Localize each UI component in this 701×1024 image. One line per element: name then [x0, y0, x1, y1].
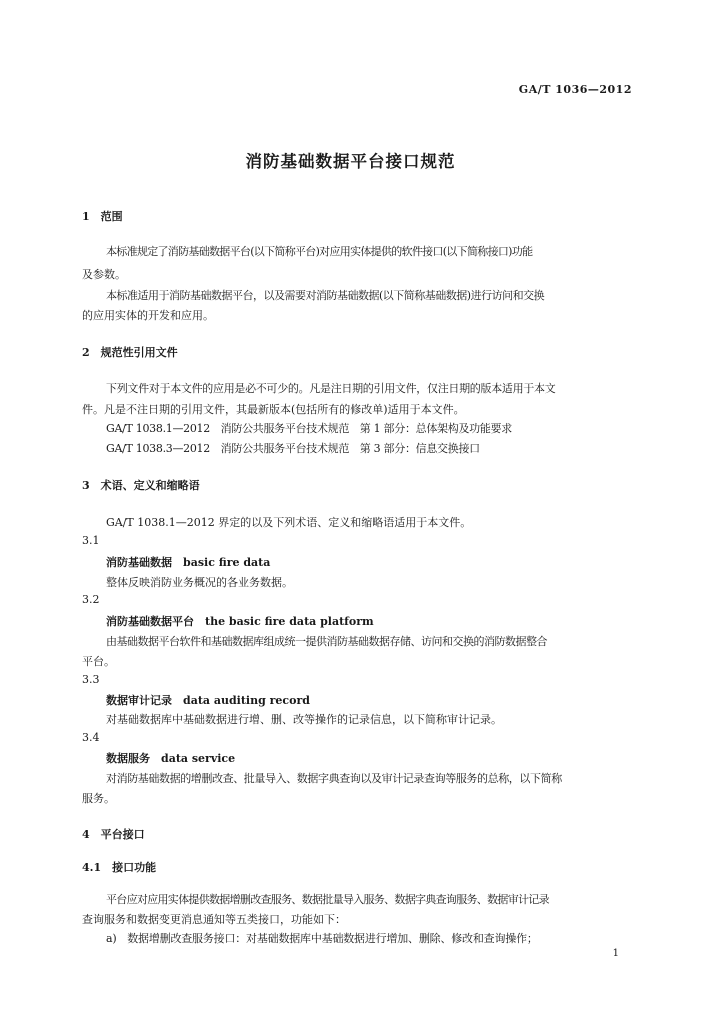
page-number: 1 [612, 948, 619, 959]
section-4-1-para-line-1: 平台应对应用实体提供数据增删改查服务、数据批量导入服务、数据字典查询服务、数据审计记录 [106, 893, 549, 906]
term-definition: 对消防基础数据的增删改查、批量导入、数据字典查询以及审计记录查询等服务的总称，以下简称 [106, 772, 562, 785]
term-definition-cont: 服务。 [82, 792, 115, 805]
term-definition: 对基础数据库中基础数据进行增、删、改等操作的记录信息，以下简称审计记录。 [106, 713, 502, 726]
section-4-1-para-line-2: 查询服务和数据变更消息通知等五类接口，功能如下： [82, 913, 346, 926]
term-name: 消防基础数据 basic fire data [106, 556, 271, 569]
term-definition: 由基础数据平台软件和基础数据库组成统一提供消防基础数据存储、访问和交换的消防数据整合 [106, 635, 547, 648]
term-name: 消防基础数据平台 the basic fire data platform [106, 615, 374, 628]
standard-number: GA/T 1036—2012 [518, 83, 632, 96]
term-number: 3.1 [82, 534, 100, 547]
term-name: 数据审计记录 data auditing record [106, 694, 310, 707]
term-definition-cont: 平台。 [82, 655, 115, 668]
section-1-para-1-line-1: 本标准规定了消防基础数据平台(以下简称平台)对应用实体提供的软件接口(以下简称接口)功能 [106, 245, 533, 258]
term-name: 数据服务 data service [106, 752, 236, 765]
section-1-heading: 1 范围 [82, 210, 123, 223]
section-2-para-line-2: 件。凡是不注日期的引用文件，其最新版本(包括所有的修改单)适用于本文件。 [82, 403, 465, 416]
section-3-heading: 3 术语、定义和缩略语 [82, 479, 200, 492]
reference-2: GA/T 1038.3—2012 消防公共服务平台技术规范 第 3 部分：信息交换接口 [106, 442, 480, 455]
document-title: 消防基础数据平台接口规范 [245, 152, 456, 171]
term-number: 3.4 [82, 731, 100, 744]
section-4-heading: 4 平台接口 [82, 828, 145, 841]
section-2-heading: 2 规范性引用文件 [82, 346, 178, 359]
section-3-intro: GA/T 1038.1—2012 界定的以及下列术语、定义和缩略语适用于本文件。 [106, 516, 472, 529]
term-number: 3.3 [82, 673, 100, 686]
list-item-a: a) 数据增删改查服务接口：对基础数据库中基础数据进行增加、删除、修改和查询操作； [106, 932, 538, 945]
term-number: 3.2 [82, 593, 100, 606]
section-1-para-2-line-2: 的应用实体的开发和应用。 [82, 309, 214, 322]
section-2-para-line-1: 下列文件对于本文件的应用是必不可少的。凡是注日期的引用文件，仅注日期的版本适用于本文 [106, 382, 556, 395]
section-1-para-1-line-2: 及参数。 [82, 268, 126, 281]
reference-1: GA/T 1038.1—2012 消防公共服务平台技术规范 第 1 部分：总体架构及功能要求 [106, 422, 512, 435]
section-1-para-2-line-1: 本标准适用于消防基础数据平台，以及需要对消防基础数据(以下简称基础数据)进行访问和交换 [106, 289, 545, 302]
section-4-1-heading: 4.1 接口功能 [82, 861, 157, 874]
term-definition: 整体反映消防业务概况的各业务数据。 [106, 576, 293, 589]
